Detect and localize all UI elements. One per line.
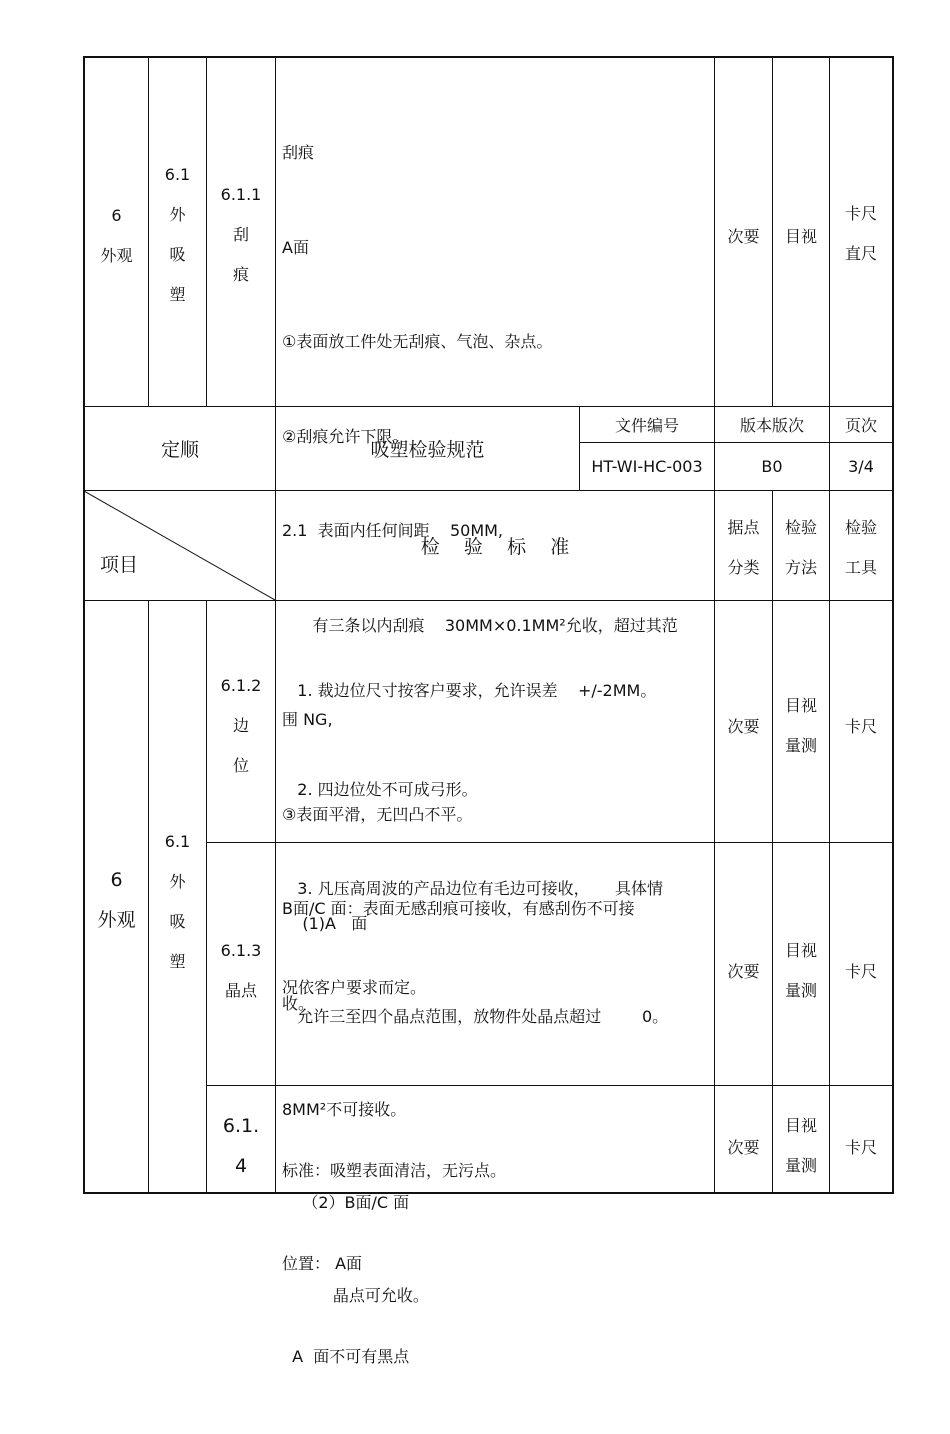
v1-275 bbox=[275, 56, 276, 406]
diagonal-header-line bbox=[84, 491, 275, 600]
v2-829 bbox=[829, 600, 830, 1192]
column-header-tool: 检验 工具 bbox=[844, 518, 877, 577]
s2-row3-item: 6.1. 4 bbox=[222, 1115, 260, 1177]
column-header-method: 检验 方法 bbox=[784, 518, 817, 577]
s2-row2-level: 次要 bbox=[727, 961, 760, 981]
v2-275 bbox=[275, 600, 276, 1192]
s2-row2-standard: (1)A 面 允许三至四个晶点范围，放物件处晶点超过 0。 8MM²不可接收。 （2）B面/C 面 晶点可允收。 bbox=[282, 914, 669, 1305]
v2-714 bbox=[714, 600, 715, 1192]
s1-standard-text: 刮痕 A面 ①表面放工件处无刮痕、气泡、杂点。 ②刮痕允许下限。 2.1 表面内任何间距 50MM, 有三条以内刮痕 30MM×0.1MM²允收，超过其范 围 NG, ③表面平滑，无凹凸不平。 B面/C 面：表面无感刮痕可接收，有感刮伤不可接 收。 bbox=[282, 143, 678, 1013]
company-name: 定顺 bbox=[160, 439, 199, 461]
version-label: 版本版次 bbox=[739, 416, 804, 435]
column-header-standard: 检 验 标 准 bbox=[420, 536, 570, 558]
s1-level: 次要 bbox=[727, 226, 760, 246]
s2-row2-item: 6.1.3 晶点 bbox=[220, 941, 262, 1000]
s2-row3-level: 次要 bbox=[727, 1137, 760, 1157]
s2-row2-tool: 卡尺 bbox=[844, 961, 877, 981]
s1-tools: 卡尺 直尺 bbox=[844, 204, 877, 263]
s2-subcategory: 6.1 外 吸 塑 bbox=[164, 832, 191, 971]
s2-row3-tool: 卡尺 bbox=[844, 1137, 877, 1157]
s2-row2-method: 目视 量测 bbox=[784, 941, 817, 1000]
s2-category: 6 外观 bbox=[97, 869, 136, 931]
s2-row3-standard: 标准：吸塑表面清洁，无污点。 位置： A面 A 面不可有黑点 bbox=[282, 1161, 507, 1366]
s1-category: 6 外观 bbox=[100, 206, 133, 265]
doc-no-label: 文件编号 bbox=[614, 416, 679, 435]
s1-method: 目视 bbox=[784, 226, 817, 246]
s2-row1-tool: 卡尺 bbox=[844, 716, 877, 736]
s2-row3-method: 目视 量测 bbox=[784, 1116, 817, 1175]
s1-subcategory: 6.1 外 吸 塑 bbox=[164, 165, 191, 304]
s2-row1-level: 次要 bbox=[727, 716, 760, 736]
document-title: 吸塑检验规范 bbox=[370, 439, 485, 461]
s1-item: 6.1.1 刮 痕 bbox=[220, 185, 262, 284]
page-label: 页次 bbox=[844, 416, 877, 435]
column-header-item: 项目 bbox=[100, 554, 139, 576]
s2-row1-item: 6.1.2 边 位 bbox=[220, 676, 262, 775]
doc-no-value: HT-WI-HC-003 bbox=[591, 457, 703, 476]
version-value: B0 bbox=[761, 457, 783, 476]
page-value: 3/4 bbox=[848, 457, 874, 476]
s2-row1-method: 目视 量测 bbox=[784, 696, 817, 755]
frame-right bbox=[892, 56, 894, 1194]
s2-row1-standard: 1. 裁边位尺寸按客户要求，允许误差 +/-2MM。 2. 四边位处不可成弓形。 3. 凡压高周波的产品边位有毛边可接收， 具体情 况依客户要求而定。 bbox=[282, 681, 664, 997]
column-header-level: 据点 分类 bbox=[727, 518, 760, 577]
